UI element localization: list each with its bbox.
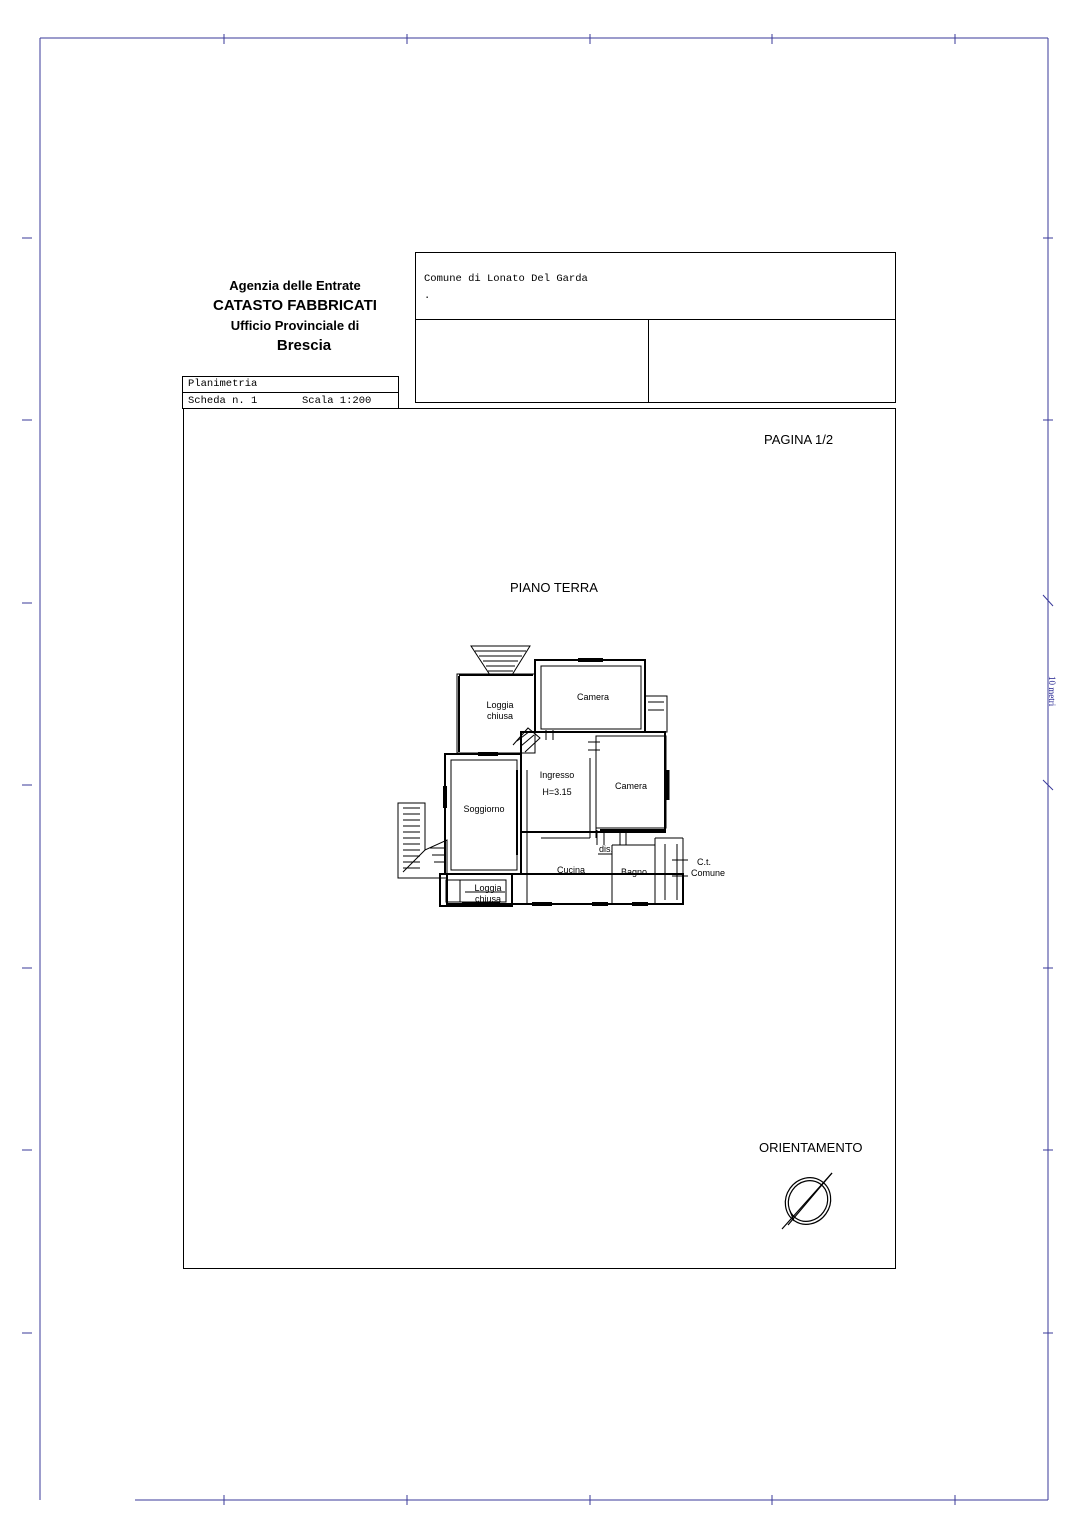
room-dis: dis. [598, 844, 613, 854]
room-loggia-bottom-line1: Loggia [474, 883, 502, 893]
room-camera-top: Camera [576, 692, 609, 702]
north-arrow-icon [760, 1165, 870, 1240]
catasto-title: CATASTO FABBRICATI [213, 297, 377, 314]
page-label: PAGINA 1/2 [764, 432, 834, 447]
scala-label: Scala 1:200 [302, 395, 372, 407]
agency-name: Agenzia delle Entrate [229, 278, 361, 293]
room-camera-right: Camera [614, 781, 647, 791]
room-loggia-bottom [468, 883, 508, 905]
room-loggia-bottom-line2: chiusa [474, 894, 501, 904]
room-loggia-top-line2: chiusa [486, 711, 513, 721]
floor-label: PIANO TERRA [510, 580, 598, 595]
comune-dot: . [424, 290, 431, 302]
room-soggiorno: Soggiorno [463, 804, 505, 814]
room-ingresso: Ingresso [539, 770, 575, 780]
room-height: H=3.15 [542, 787, 572, 797]
scheda-label: Scheda n. 1 [188, 395, 258, 407]
comune-name: Comune di Lonato Del Garda [424, 273, 588, 285]
city-name: Brescia [276, 337, 332, 354]
room-ct: C.t. [696, 857, 711, 867]
ufficio-label: Ufficio Provinciale di [230, 318, 360, 333]
planimetria-label: Planimetria [188, 378, 258, 390]
left-stair [398, 803, 447, 878]
scale-bar-label: 10 metri [1047, 676, 1057, 707]
orientation-label: ORIENTAMENTO [759, 1140, 863, 1155]
room-loggia-top [478, 700, 522, 722]
room-cucina: Cucina [556, 865, 585, 875]
top-stair [471, 646, 530, 675]
room-comune: Comune [690, 868, 726, 878]
room-loggia-top-line1: Loggia [486, 700, 514, 710]
room-bagno: Bagno [620, 867, 648, 877]
